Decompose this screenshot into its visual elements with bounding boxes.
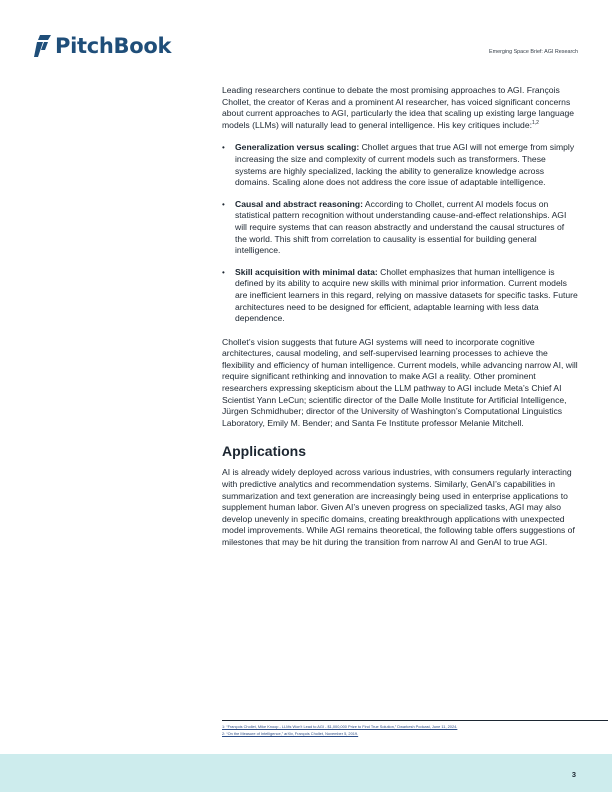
list-item-text: Chollet emphasizes that human intelligence is defined by its ability to acquire new skills with minimal prior information. Current models are inefficient learners in this regard, relying on massive datasets for specific tasks. Future architectures need to be designed for efficient, adaptable learning with less data dependence. xyxy=(235,266,578,324)
list-item xyxy=(222,199,578,257)
pitchbook-logo xyxy=(34,33,171,59)
pitchbook-logo-icon xyxy=(34,34,52,58)
page-number: 3 xyxy=(571,770,576,779)
main-content xyxy=(222,85,578,549)
applications-paragraph: AI is already widely deployed across various industries, with consumers regularly interacting with predictive analytics and recommendation systems. Similarly, GenAI’s capabilities in summarization and text generation are increasingly being used in enterprise applications to supplement human labor. Given AI’s uneven progress on specialized tasks, AGI may also develop unevenly in specific domains, creating breakthrough applications with unexpected model improvements. While AGI remains theoretical, the following table offers suggestions of milestones that may be hit during the transition from narrow AI and GenAI to true AGI. xyxy=(222,467,575,547)
list-item xyxy=(222,142,578,188)
intro-text: Leading researchers continue to debate the most promising approaches to AGI. François Chollet, the creator of Keras and a prominent AI researcher, has voiced significant concerns about current approaches to AGI, particularly the idea that scaling up existing large language models (LLMs) will naturally lead to general intelligence. His key critiques include: xyxy=(222,85,575,130)
critique-list xyxy=(222,142,578,324)
list-item-title: Causal and abstract reasoning: xyxy=(235,198,363,209)
footnote-1[interactable]: 1: “François Chollet, Mike Knoop - LLMs Won’t Lead to AGI - $1,000,000 Prize to Find True Solution,” Dwarkesh Podcast, June 11, 2024. xyxy=(222,724,458,729)
list-item-title: Skill acquisition with minimal data: xyxy=(235,266,378,277)
intro-paragraph xyxy=(222,85,578,131)
bullet-icon: • xyxy=(222,199,225,209)
list-item-text: According to Chollet, current AI models focus on statistical pattern recognition without understanding cause-and-effect relationships. AGI will require systems that can reason abstractly and understand the causal structures of the world. This shift from correlation to causality is essential for building general intelligence. xyxy=(235,198,567,256)
footnotes xyxy=(222,720,608,737)
intro-footnote-ref[interactable]: 1,2 xyxy=(532,119,539,126)
document-title: Emerging Space Brief: AGI Research xyxy=(489,49,578,55)
bullet-icon: • xyxy=(222,143,225,153)
list-item-text: Chollet argues that true AGI will not emerge from simply increasing the size and complexity of current models such as transformers. These systems are highly specialized, lacking the ability to generalize knowledge across domains. Scaling alone does not address the core issue of adaptable intelligence. xyxy=(235,142,575,188)
vision-paragraph: Chollet’s vision suggests that future AGI systems will need to incorporate cognitive architectures, causal modeling, and self-supervised learning processes to achieve the flexibility and efficiency of human intelligence. Current models, while advancing narrow AI, will require significant rethinking and innovation to make AGI a reality. Other prominent researchers expressing skepticism about the LLM pathway to AGI include Meta’s Chief AI Scientist Yann LeCun; scientific director of the Dalle Molle Institute for Artificial Intelligence, Jürgen Schmidhuber; director of the University of Washington’s Computational Linguistics Laboratory, Emily M. Bender; and Santa Fe Institute professor Melanie Mitchell. xyxy=(222,336,578,428)
page-footer xyxy=(0,754,612,792)
bullet-icon: • xyxy=(222,267,225,277)
list-item xyxy=(222,267,578,325)
section-heading-applications: Applications xyxy=(222,443,307,460)
list-item-title: Generalization versus scaling: xyxy=(235,142,360,153)
footnote-2[interactable]: 2: “On the Measure of Intelligence,” arXiv, François Chollet, November 5, 2019. xyxy=(222,730,359,736)
logo-text: PitchBook xyxy=(55,34,172,58)
